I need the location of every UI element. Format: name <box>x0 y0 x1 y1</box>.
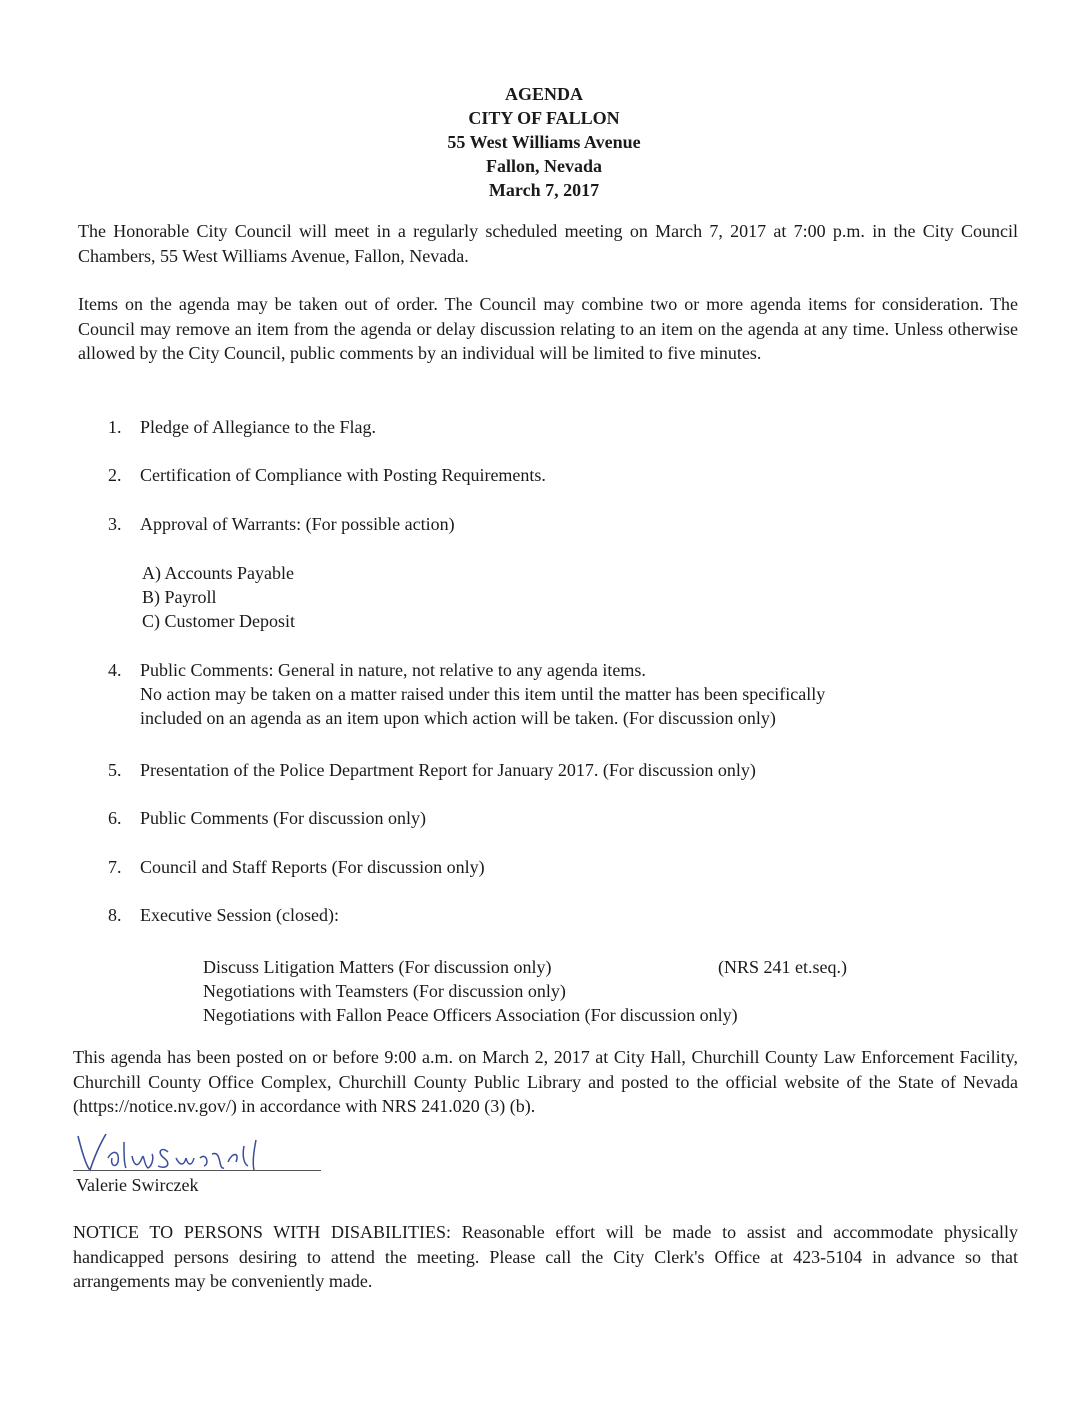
agenda-item-3 <box>108 512 455 536</box>
item-number: 6. <box>108 808 122 828</box>
item-number: 5. <box>108 760 122 780</box>
item-text: Public Comments (For discussion only) <box>140 808 427 828</box>
agenda-item-6 <box>108 806 426 830</box>
item-text: Certification of Compliance with Posting Requirements. <box>140 465 546 485</box>
meeting-intro: The Honorable City Council will meet in a regularly scheduled meeting on March 7, 2017 at 7:00 p.m. in the City Council Chambers, 55 West Williams Avenue, Fallon, Nevada. <box>78 221 1018 266</box>
warrant-payroll: B) Payroll <box>142 587 217 607</box>
item-text-line-3: included on an agenda as an item upon which action will be taken. (For discussion only) <box>140 708 776 728</box>
signer-name: Valerie Swirczek <box>76 1175 199 1195</box>
exec-police-association: Negotiations with Fallon Peace Officers Association (For discussion only) <box>203 1005 738 1025</box>
agenda-item-5 <box>108 758 756 782</box>
agenda-item-1 <box>108 415 376 439</box>
header-address: 55 West Williams Avenue <box>447 132 641 152</box>
header-date: March 7, 2017 <box>488 180 600 200</box>
signature-line <box>73 1170 321 1171</box>
exec-teamsters: Negotiations with Teamsters (For discussion only) <box>203 981 566 1001</box>
agenda-header <box>0 82 1088 202</box>
item-text: Pledge of Allegiance to the Flag. <box>140 417 376 437</box>
item-text-line-2: No action may be taken on a matter raised under this item until the matter has been specifically <box>140 684 826 704</box>
posting-notice: This agenda has been posted on or before 9:00 a.m. on March 2, 2017 at City Hall, Churchill County Law Enforcement Facility, Churchill County Office Complex, Churchill County Public Library and posted to the official website of the State of Nevada (https://notice.nv.gov/) in accordance with NRS 241.020 (3) (b). <box>73 1047 1018 1116</box>
agenda-item-7 <box>108 855 485 879</box>
header-location: Fallon, Nevada <box>485 156 602 176</box>
item-number: 7. <box>108 857 122 877</box>
disabilities-notice: NOTICE TO PERSONS WITH DISABILITIES: Reasonable effort will be made to assist and accommodate physically handicapped persons desiring to attend the meeting. Please call the City Clerk's Office at 423-5104 in advance so that arrangements may be conveniently made. <box>73 1222 1018 1291</box>
header-city: CITY OF FALLON <box>468 108 620 128</box>
item-number: 4. <box>108 660 122 680</box>
agenda-item-2 <box>108 463 546 487</box>
item-text: Council and Staff Reports (For discussion only) <box>140 857 485 877</box>
item-text: Public Comments: General in nature, not relative to any agenda items. <box>140 660 646 680</box>
agenda-item-8 <box>108 903 339 927</box>
agenda-rules: Items on the agenda may be taken out of order. The Council may combine two or more agenda items for consideration. The Council may remove an item from the agenda or delay discussion relating to an item on the agenda at any time. Unless otherwise allowed by the City Council, public comments by an individual will be limited to five minutes. <box>78 294 1018 363</box>
item-number: 2. <box>108 465 122 485</box>
exec-nrs-reference: (NRS 241 et.seq.) <box>718 957 847 977</box>
item-number: 3. <box>108 514 122 534</box>
header-title: AGENDA <box>504 84 583 104</box>
item-text: Executive Session (closed): <box>140 905 339 925</box>
warrant-accounts-payable: A) Accounts Payable <box>142 563 294 583</box>
warrant-customer-deposit: C) Customer Deposit <box>142 611 295 631</box>
item-text: Approval of Warrants: (For possible action) <box>140 514 455 534</box>
handwritten-signature <box>72 1122 292 1174</box>
item-number: 8. <box>108 905 122 925</box>
item-number: 1. <box>108 417 122 437</box>
item-text: Presentation of the Police Department Report for January 2017. (For discussion only) <box>140 760 756 780</box>
exec-litigation: Discuss Litigation Matters (For discussion only) <box>203 957 552 977</box>
agenda-item-4 <box>108 658 825 730</box>
